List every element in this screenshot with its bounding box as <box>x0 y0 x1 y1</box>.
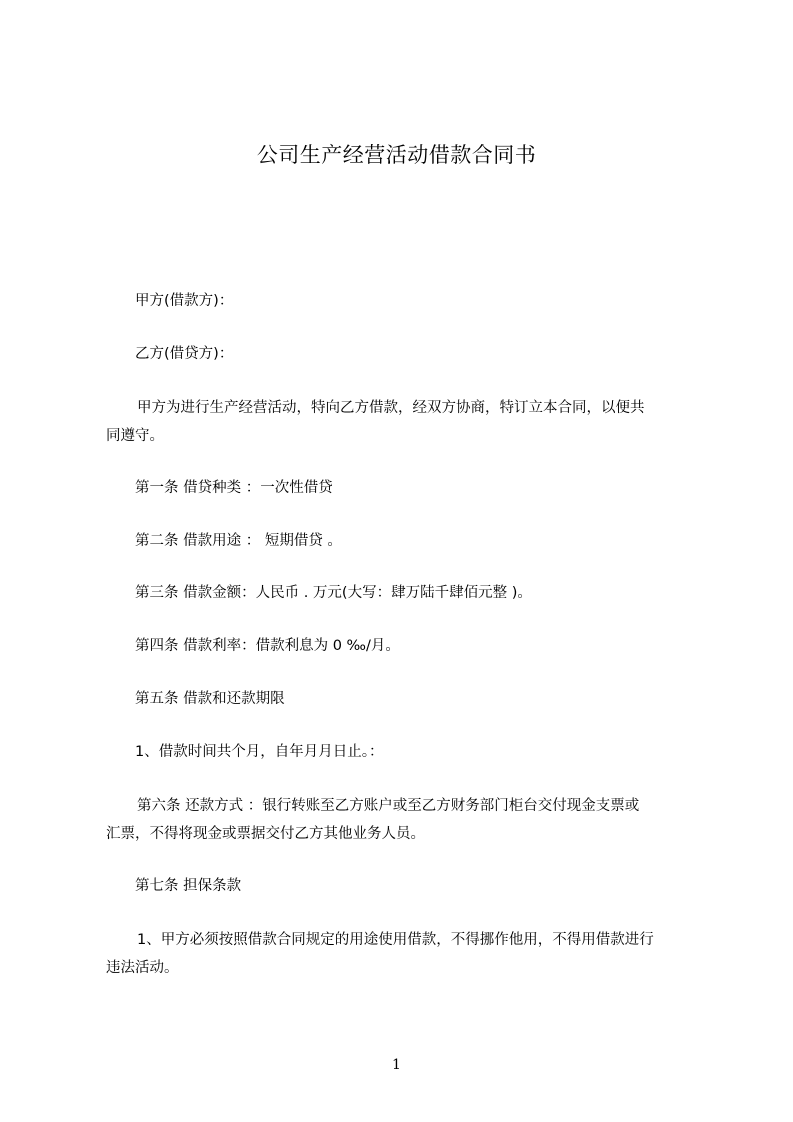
preamble-line-1: 甲方为进行生产经营活动，特向乙方借款，经双方协商，特订立本合同，以便共 <box>137 400 645 416</box>
party-b-line: 乙方(借贷方)： <box>135 346 234 362</box>
preamble-line-2: 同遵守。 <box>106 428 164 444</box>
article-2: 第二条 借款用途 ： 短期借贷 。 <box>135 533 342 549</box>
article-7-item-1-line-2: 违法活动。 <box>106 960 179 976</box>
article-5: 第五条 借款和还款期限 <box>135 691 285 707</box>
document-title: 公司生产经营活动借款合同书 <box>256 143 537 167</box>
article-7-item-1-line-1: 1、甲方必须按照借款合同规定的用途使用借款，不得挪作他用，不得用借款进行 <box>137 932 654 948</box>
article-1: 第一条 借贷种类 ：一次性借贷 <box>135 480 333 496</box>
article-3: 第三条 借款金额：人民币 . 万元(大写：肆万陆千肆佰元整 )。 <box>135 585 532 601</box>
article-7-item-1-paragraph <box>106 926 718 982</box>
page-number: 1 <box>392 1057 401 1073</box>
article-5-item-1: 1、借款时间共个月，自年月月日止。： <box>135 744 384 760</box>
article-7: 第七条 担保条款 <box>135 878 242 894</box>
article-6-line-2: 汇票，不得将现金或票据交付乙方其他业务人员。 <box>106 826 425 842</box>
preamble-paragraph <box>106 394 718 450</box>
party-a-line: 甲方(借款方)： <box>135 293 234 309</box>
article-6-line-1: 第六条 还款方式 ：银行转账至乙方账户或至乙方财务部门柜台交付现金支票或 <box>137 798 640 814</box>
article-6-paragraph <box>106 792 718 848</box>
article-4: 第四条 借款利率：借款利息为 0 ‰/月。 <box>135 638 400 654</box>
